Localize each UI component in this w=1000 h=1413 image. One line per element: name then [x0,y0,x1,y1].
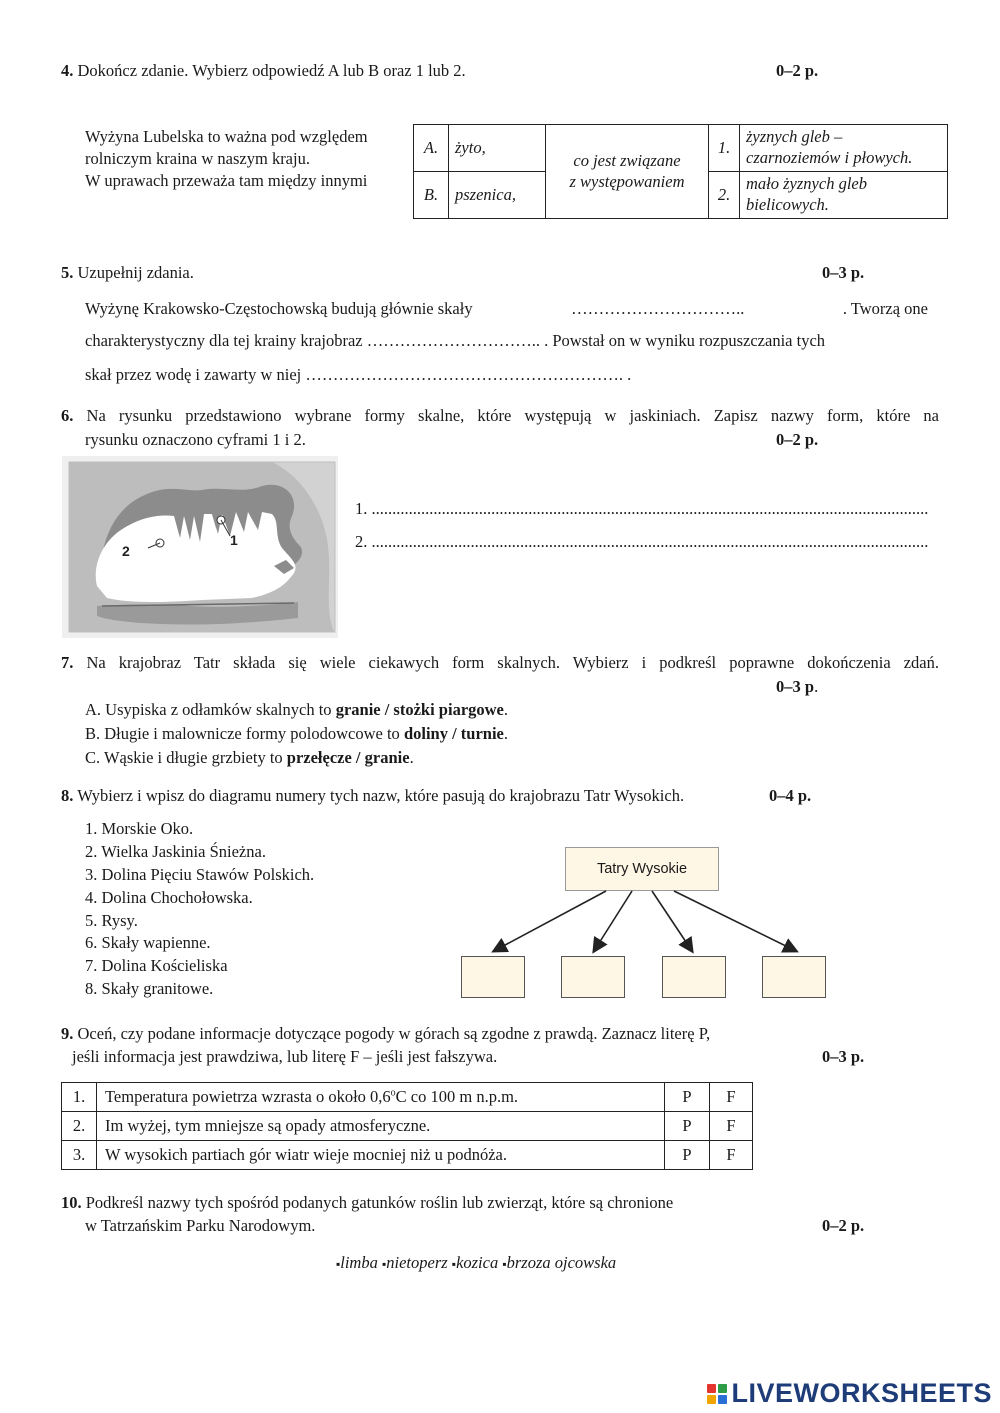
liveworksheets-logo: LIVEWORKSHEETS [707,1378,992,1409]
q4-stem-line2: rolniczym kraina w naszym kraju. [85,149,310,168]
q5-blank-1[interactable]: ………………………….. [571,299,745,318]
q4-opt-2[interactable]: mało żyznych gleb bielicowych. [740,172,948,219]
q6-answer-2-field[interactable]: ....................................................................................................................................... [371,532,929,551]
q8-item-2: 2. Wielka Jaskinia Śnieżna. [85,842,266,861]
q5-line2: charakterystyczny dla tej krainy krajobraz ………………………….. . Powstał on w wyniku rozpuszczania tych [85,331,826,350]
diagram-answer-box-1[interactable] [461,956,525,998]
q10-points: 0–2 p. [822,1216,865,1235]
q4-opt-1-num: 1. [709,125,740,172]
q5-points: 0–3 p. [822,263,865,282]
q4-opt-1[interactable]: żyznych gleb – czarnoziemów i płowych. [740,125,948,172]
q6-points: 0–2 p. [776,430,819,449]
cave-label-2: 2 [122,543,130,559]
q10-heading-line2: w Tatrzańskim Parku Narodowym. [85,1216,316,1235]
q8-item-3: 3. Dolina Pięciu Stawów Polskich. [85,865,315,884]
table-row [62,1083,753,1112]
diagram-root: Tatry Wysokie [565,847,719,891]
q8-item-4: 4. Dolina Chochołowska. [85,888,253,907]
q9-statement: W wysokich partiach gór wiatr wieje mocniej niż u podnóża. [97,1141,665,1170]
q5-line1: Wyżynę Krakowsko-Częstochowską budują głównie skały ………………………….. . Tworzą one [85,299,928,318]
q9-false-option[interactable]: F [710,1083,753,1112]
q9-heading-line2: jeśli informacja jest prawdziwa, lub literę F – jeśli jest fałszywa. [72,1047,498,1066]
q9-true-option[interactable]: P [665,1112,710,1141]
q8-item-1: 1. Morskie Oko. [85,819,194,838]
q4-opt-a-letter: A. [414,125,449,172]
cave-illustration [62,456,338,638]
diagram-arrows [460,889,830,959]
q4-opt-a[interactable]: żyto, [449,125,546,172]
table-row [62,1141,753,1170]
q7-choice-b[interactable]: doliny / turnie [403,724,504,743]
q9-false-option[interactable]: F [710,1112,753,1141]
q9-statement: Im wyżej, tym mniejsze są opady atmosferyczne. [97,1112,665,1141]
q4-middle: co jest związane z występowaniem [546,125,709,219]
species-nietoperz[interactable]: nietoperz [386,1253,448,1272]
species-limba[interactable]: limba [340,1253,378,1272]
q5-line3: skał przez wodę i zawarty w niej …………………………………………………. . [85,365,632,384]
q4-opt-2-num: 2. [709,172,740,219]
q7-item-b: B. Długie i malownicze formy polodowcowe to doliny / turnie. [85,724,508,743]
q5-blank-2[interactable]: ………………………….. [366,331,540,350]
q8-item-7: 7. Dolina Kościeliska [85,956,228,975]
q4-stem-line3: W uprawach przeważa tam między innymi [85,171,368,190]
q7-choice-c[interactable]: przełęcze / granie [286,748,410,767]
q6-answer-1: 1. ....................................................................................................................................... [355,499,929,518]
q9-true-option[interactable]: P [665,1141,710,1170]
q9-false-option[interactable]: F [710,1141,753,1170]
q9-row-num: 3. [62,1141,97,1170]
q8-item-6: 6. Skały wapienne. [85,933,211,952]
q8-item-5: 5. Rysy. [85,911,138,930]
q5-heading: 5. Uzupełnij zdania. [61,263,194,282]
q6-heading: 6. Na rysunku przedstawiono wybrane formy skalne, które występują w jaskiniach. Zapisz nazwy form, które na [61,406,940,425]
q9-row-num: 1. [62,1083,97,1112]
q9-heading: 9. Oceń, czy podane informacje dotyczące pogody w górach są zgodne z prawdą. Zaznacz literę P, [61,1024,711,1043]
q8-item-8: 8. Skały granitowe. [85,979,214,998]
q4-points: 0–2 p. [776,61,819,80]
q9-row-num: 2. [62,1112,97,1141]
logo-squares-icon [707,1384,727,1404]
diagram-answer-box-4[interactable] [762,956,826,998]
diagram-answer-box-2[interactable] [561,956,625,998]
q6-heading-line2: rysunku oznaczono cyframi 1 i 2. [85,430,306,449]
q4-stem-line1: Wyżyna Lubelska to ważna pod względem [85,127,368,146]
q9-true-option[interactable]: P [665,1083,710,1112]
cave-label-1: 1 [230,532,238,548]
q9-points: 0–3 p. [822,1047,865,1066]
q6-answer-2: 2. ....................................................................................................................................... [355,532,929,551]
q7-item-a: A. Usypiska z odłamków skalnych to granie / stożki piargowe. [85,700,509,719]
q9-table [61,1082,753,1170]
q10-heading: 10. Podkreśl nazwy tych spośród podanych gatunków roślin lub zwierząt, które są chronione [61,1193,674,1212]
q5-blank-3[interactable]: …………………………………………………. [305,365,623,384]
table-row [62,1112,753,1141]
q10-species-list: ▪limba ▪nietoperz ▪kozica ▪brzoza ojcowska [336,1253,617,1272]
q9-statement: Temperatura powietrza wzrasta o około 0,6$^o$C co 100 m n.p.m. [97,1083,665,1112]
q7-heading: 7. Na krajobraz Tatr składa się wiele ciekawych form skalnych. Wybierz i podkreśl poprawne dokończenia zdań. [61,653,940,672]
q6-answer-1-field[interactable]: ....................................................................................................................................... [371,499,929,518]
species-brzoza-ojcowska[interactable]: brzoza ojcowska [506,1253,617,1272]
q7-points: 0–3 p. [776,677,819,696]
q4-opt-b[interactable]: pszenica, [449,172,546,219]
q8-heading: 8. Wybierz i wpisz do diagramu numery tych nazw, które pasują do krajobrazu Tatr Wysokich. [61,786,685,805]
q4-choice-table [413,124,948,219]
species-kozica[interactable]: kozica [456,1253,499,1272]
q7-choice-a[interactable]: granie / stożki piargowe [335,700,504,719]
q4-opt-b-letter: B. [414,172,449,219]
diagram-answer-box-3[interactable] [662,956,726,998]
q7-item-c: C. Wąskie i długie grzbiety to przełęcze / granie. [85,748,414,767]
q4-heading: 4. Dokończ zdanie. Wybierz odpowiedź A lub B oraz 1 lub 2. [61,61,466,80]
q8-points: 0–4 p. [769,786,812,805]
